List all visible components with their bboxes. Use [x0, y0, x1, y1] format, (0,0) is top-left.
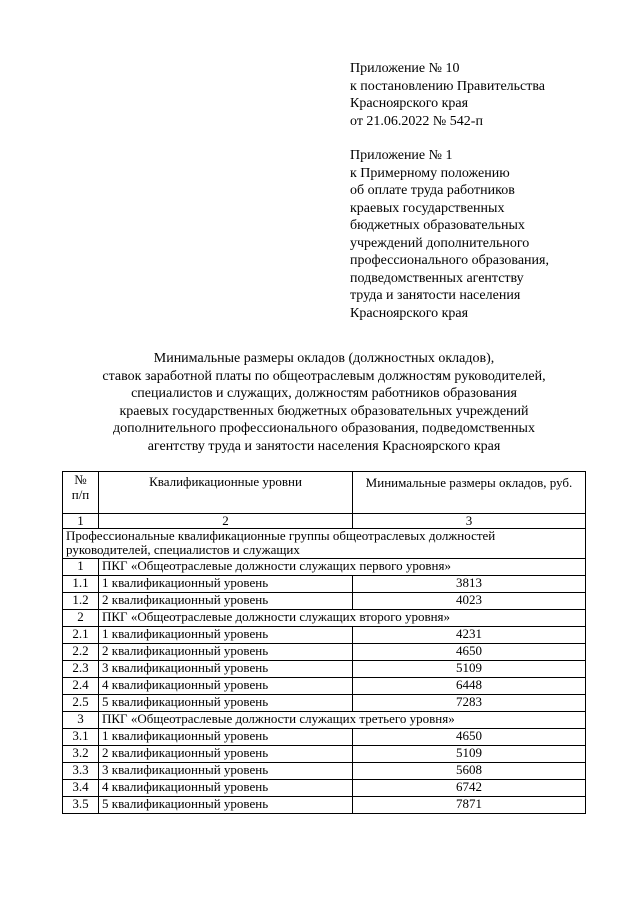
- row-level: 4 квалификационный уровень: [99, 677, 353, 694]
- row-number: 3.1: [63, 728, 99, 745]
- appendix-line: к Примерному положению: [350, 165, 510, 181]
- table-row: [63, 762, 586, 779]
- title-line: краевых государственных бюджетных образовательных учреждений: [119, 403, 529, 419]
- table-row: [63, 728, 586, 745]
- row-salary: 7283: [353, 694, 586, 711]
- group-number: 2: [63, 609, 99, 626]
- appendix-line: бюджетных образовательных: [350, 218, 525, 233]
- table-row: [63, 694, 586, 711]
- table-row: [63, 677, 586, 694]
- row-salary: 6448: [353, 677, 586, 694]
- section-row: [63, 529, 586, 558]
- appendix-line: Приложение № 10: [350, 61, 460, 76]
- row-level: 2 квалификационный уровень: [99, 745, 353, 762]
- table-row: [63, 660, 586, 677]
- row-number: 3.4: [63, 779, 99, 796]
- title-line: ставок заработной платы по общеотраслевым должностям руководителей,: [102, 368, 546, 384]
- column-number: 2: [99, 514, 353, 529]
- column-number: 1: [63, 514, 99, 529]
- document-title: [60, 350, 588, 456]
- group-row: [63, 609, 586, 626]
- title-line: дополнительного профессионального образования, подведомственных: [113, 421, 535, 437]
- row-salary: 4650: [353, 643, 586, 660]
- header-salary: Минимальные размеры окладов, руб.: [353, 472, 586, 514]
- row-number: 3.5: [63, 796, 99, 813]
- row-level: 2 квалификационный уровень: [99, 592, 353, 609]
- row-salary: 4231: [353, 626, 586, 643]
- table-row: [63, 643, 586, 660]
- table-row: [63, 592, 586, 609]
- row-salary: 5109: [353, 745, 586, 762]
- group-row: [63, 711, 586, 728]
- groups-body: [63, 558, 586, 813]
- row-salary: 5109: [353, 660, 586, 677]
- table-row: [63, 575, 586, 592]
- table-row: [63, 796, 586, 813]
- row-number: 1.1: [63, 575, 99, 592]
- title-line: специалистов и служащих, должностям работников образования: [131, 386, 517, 402]
- column-number: 3: [353, 514, 586, 529]
- row-level: 3 квалификационный уровень: [99, 660, 353, 677]
- appendix-line: Приложение № 1: [350, 148, 453, 163]
- appendix-line: к постановлению Правительства: [350, 78, 546, 94]
- row-number: 2.4: [63, 677, 99, 694]
- row-level: 4 квалификационный уровень: [99, 779, 353, 796]
- row-number: 2.5: [63, 694, 99, 711]
- row-number: 2.2: [63, 643, 99, 660]
- row-salary: 6742: [353, 779, 586, 796]
- row-level: 3 квалификационный уровень: [99, 762, 353, 779]
- row-number: 2.1: [63, 626, 99, 643]
- header-number-line: п/п: [71, 487, 90, 502]
- row-level: 2 квалификационный уровень: [99, 643, 353, 660]
- title-line: Минимальные размеры окладов (должностных окладов),: [153, 351, 495, 366]
- row-level: 1 квалификационный уровень: [99, 575, 353, 592]
- appendix-line: профессионального образования,: [350, 253, 549, 268]
- group-title: ПКГ «Общеотраслевые должности служащих второго уровня»: [99, 609, 586, 626]
- group-number: 3: [63, 711, 99, 728]
- section-title: Профессиональные квалификационные группы общеотраслевых должностей руководителей, специалистов и служащих: [63, 529, 586, 558]
- table-header-row: [63, 472, 586, 514]
- header-level: Квалификационные уровни: [99, 472, 353, 514]
- appendix-line: Красноярского края: [350, 96, 469, 111]
- row-salary: 7871: [353, 796, 586, 813]
- salary-table: [62, 471, 586, 814]
- title-line: агентству труда и занятости населения Красноярского края: [147, 438, 501, 454]
- table-row: [63, 626, 586, 643]
- appendix-line: подведомственных агентству: [350, 270, 524, 286]
- row-level: 5 квалификационный уровень: [99, 796, 353, 813]
- row-salary: 5608: [353, 762, 586, 779]
- row-number: 2.3: [63, 660, 99, 677]
- header-number-line: №: [74, 472, 87, 487]
- row-level: 1 квалификационный уровень: [99, 626, 353, 643]
- header-number: [63, 472, 99, 514]
- appendix-10-block: [350, 60, 545, 130]
- row-salary: 4023: [353, 592, 586, 609]
- group-row: [63, 558, 586, 575]
- group-title: ПКГ «Общеотраслевые должности служащих первого уровня»: [99, 558, 586, 575]
- appendix-line: об оплате труда работников: [350, 183, 515, 198]
- row-number: 3.3: [63, 762, 99, 779]
- row-number: 1.2: [63, 592, 99, 609]
- row-salary: 4650: [353, 728, 586, 745]
- column-numbers-row: [63, 514, 586, 529]
- row-number: 3.2: [63, 745, 99, 762]
- group-title: ПКГ «Общеотраслевые должности служащих третьего уровня»: [99, 711, 586, 728]
- appendix-line: от 21.06.2022 № 542-п: [350, 113, 483, 129]
- row-salary: 3813: [353, 575, 586, 592]
- group-number: 1: [63, 558, 99, 575]
- appendix-line: Красноярского края: [350, 305, 469, 321]
- table-row: [63, 745, 586, 762]
- appendix-1-block: [350, 147, 549, 322]
- appendix-line: труда и занятости населения: [350, 288, 521, 303]
- row-level: 5 квалификационный уровень: [99, 694, 353, 711]
- table-row: [63, 779, 586, 796]
- appendix-line: краевых государственных: [350, 200, 505, 216]
- row-level: 1 квалификационный уровень: [99, 728, 353, 745]
- appendix-line: учреждений дополнительного: [350, 235, 530, 251]
